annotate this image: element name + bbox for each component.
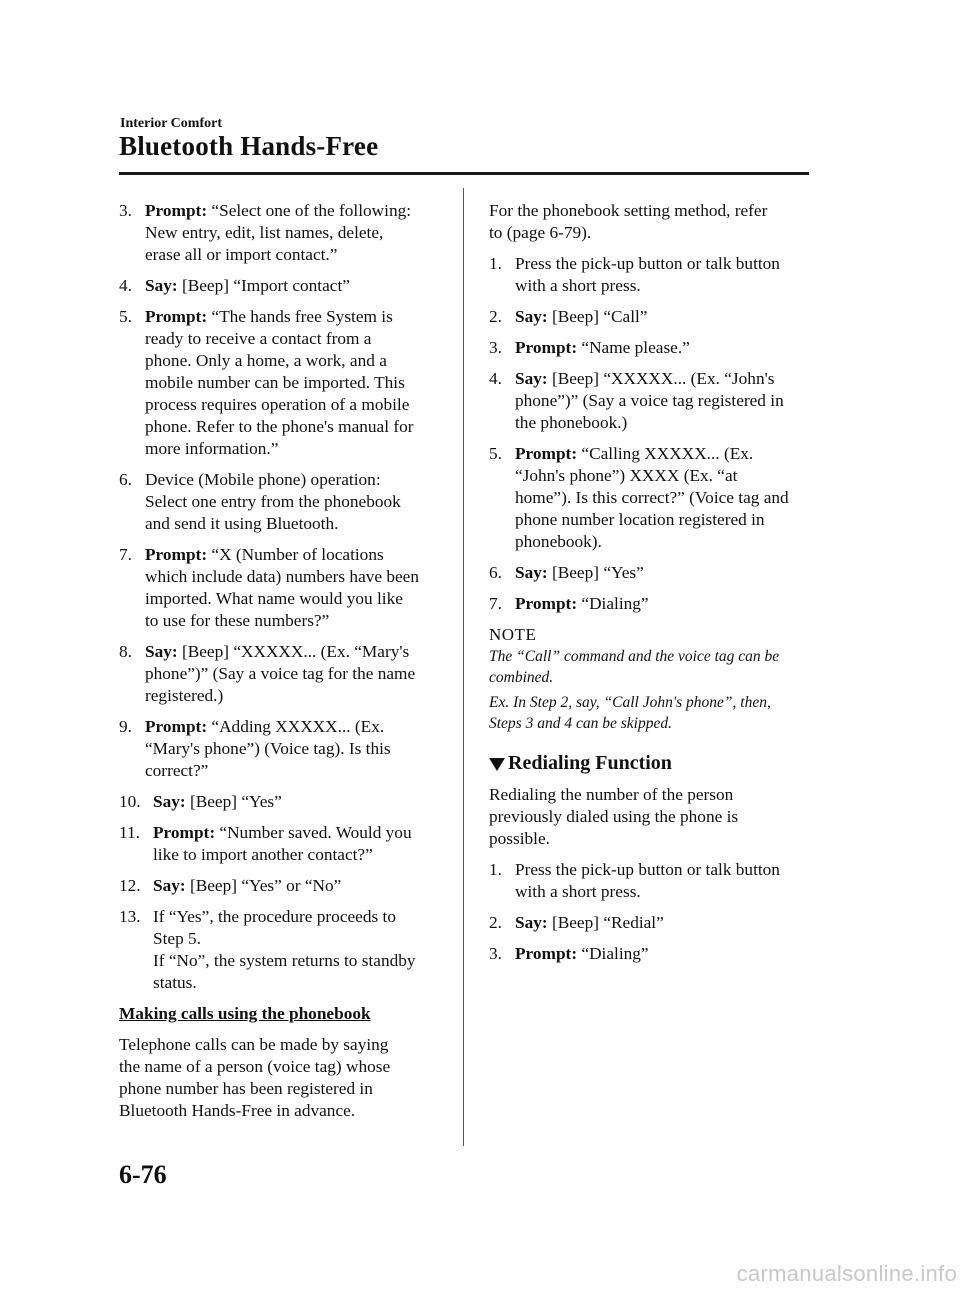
step-label: Prompt: <box>515 338 578 357</box>
step-number: 2. <box>489 307 502 326</box>
text-line: For the phonebook setting method, refer <box>489 201 768 220</box>
text-line: imported. What name would you like <box>145 589 403 608</box>
intro-paragraph <box>489 200 819 244</box>
text-line: [Beep] “XXXXX... (Ex. “Mary's <box>181 642 410 661</box>
text-line: the name of a person (voice tag) whose <box>119 1057 391 1076</box>
text-line: registered.) <box>145 686 224 705</box>
text-line: which include data) numbers have been <box>145 567 419 586</box>
step-text <box>552 563 644 582</box>
step-item <box>489 253 819 297</box>
step-item <box>489 562 819 584</box>
step-number: 5. <box>489 444 502 463</box>
step-number: 2. <box>489 913 502 932</box>
step-number: 13. <box>119 907 141 926</box>
step-item <box>119 544 449 632</box>
left-column <box>119 200 449 1131</box>
text-line: “John's phone”) XXXX (Ex. “at <box>515 466 738 485</box>
step-number: 3. <box>489 944 502 963</box>
step-text <box>581 594 648 613</box>
step-text <box>145 470 401 533</box>
step-label: Say: <box>153 792 186 811</box>
step-number: 6. <box>489 563 502 582</box>
text-line: “Dialing” <box>581 594 649 613</box>
text-line: to (page 6-79). <box>489 223 592 242</box>
text-line: [Beep] “Yes” or “No” <box>189 876 342 895</box>
text-line: phone”)” (Say a voice tag for the name <box>145 664 416 683</box>
step-number: 1. <box>489 254 502 273</box>
step-item <box>489 368 819 434</box>
left-steps <box>119 200 449 994</box>
step-text <box>515 369 784 432</box>
step-text <box>190 876 341 895</box>
redialing-heading <box>489 752 819 774</box>
step-number: 12. <box>119 876 141 895</box>
step-number: 3. <box>119 201 132 220</box>
column-divider <box>463 188 464 1146</box>
step-number: 8. <box>119 642 132 661</box>
text-line: Bluetooth Hands-Free in advance. <box>119 1101 356 1120</box>
redial-steps <box>489 859 819 965</box>
step-label: Prompt: <box>515 444 578 463</box>
step-item <box>119 306 449 460</box>
step-label: Prompt: <box>145 307 208 326</box>
subheading-making-calls: Making calls using the phonebook <box>119 1004 371 1023</box>
watermark: carmanualsonline.info <box>736 1261 957 1286</box>
step-item <box>489 593 819 615</box>
text-line: phone. Refer to the phone's manual for <box>145 417 414 436</box>
text-line: [Beep] “Yes” <box>551 563 644 582</box>
text-line: Redialing the number of the person <box>489 785 734 804</box>
step-number: 4. <box>489 369 502 388</box>
text-line: Press the pick-up button or talk button <box>515 860 780 879</box>
text-line: to use for these numbers?” <box>145 611 330 630</box>
text-line: “Select one of the following: <box>211 201 412 220</box>
step-item <box>119 200 449 266</box>
step-item <box>489 912 819 934</box>
step-number: 6. <box>119 470 132 489</box>
text-line: [Beep] “Import contact” <box>181 276 350 295</box>
step-item <box>119 275 449 297</box>
step-text <box>145 642 415 705</box>
text-line: correct?” <box>145 761 209 780</box>
note-heading: NOTE <box>489 625 537 644</box>
text-line: like to import another contact?” <box>153 845 373 864</box>
step-label: Say: <box>515 563 548 582</box>
step-label: Prompt: <box>515 594 578 613</box>
text-line: previously dialed using the phone is <box>489 807 739 826</box>
text-line: combined. <box>489 669 554 686</box>
step-number: 7. <box>119 545 132 564</box>
step-text <box>182 276 350 295</box>
text-line: Telephone calls can be made by saying <box>119 1035 389 1054</box>
step-number: 1. <box>489 860 502 879</box>
step-label: Say: <box>515 913 548 932</box>
text-line: Steps 3 and 4 can be skipped. <box>489 715 672 732</box>
text-line: “Name please.” <box>581 338 690 357</box>
redial-paragraph <box>489 784 819 850</box>
step-text <box>581 944 648 963</box>
step-item <box>489 443 819 553</box>
step-label: Say: <box>515 369 548 388</box>
step-number: 10. <box>119 792 141 811</box>
text-line: phone. Only a home, a work, and a <box>145 351 387 370</box>
text-line: “X (Number of locations <box>211 545 384 564</box>
text-line: phone number location registered in <box>515 510 765 529</box>
step-item <box>489 337 819 359</box>
text-line: phone”)” (Say a voice tag registered in <box>515 391 784 410</box>
step-text <box>515 860 780 901</box>
step-item <box>489 943 819 965</box>
right-steps <box>489 253 819 615</box>
text-line: Step 5. <box>153 929 202 948</box>
step-number: 9. <box>119 717 132 736</box>
note-text <box>489 692 819 734</box>
step-item <box>119 469 449 535</box>
step-label: Prompt: <box>145 201 208 220</box>
step-text <box>581 338 689 357</box>
step-label: Say: <box>145 276 178 295</box>
step-item <box>119 716 449 782</box>
step-label: Prompt: <box>145 717 208 736</box>
text-line: erase all or import contact.” <box>145 245 338 264</box>
step-text <box>515 254 780 295</box>
text-line: “The hands free System is <box>211 307 393 326</box>
text-line: If “No”, the system returns to standby <box>153 951 416 970</box>
step-item <box>119 791 449 813</box>
redialing-title: Redialing Function <box>508 752 672 774</box>
step-text <box>190 792 282 811</box>
step-text <box>552 913 664 932</box>
text-line: [Beep] “Redial” <box>551 913 664 932</box>
text-line: the phonebook.) <box>515 413 628 432</box>
text-line: with a short press. <box>515 276 641 295</box>
note-block <box>489 646 819 734</box>
text-line: New entry, edit, list names, delete, <box>145 223 384 242</box>
section-label: Interior Comfort <box>120 116 222 131</box>
step-label: Prompt: <box>153 823 216 842</box>
text-line: “Dialing” <box>581 944 649 963</box>
note-text <box>489 646 819 688</box>
text-line: Device (Mobile phone) operation: <box>145 470 381 489</box>
step-item <box>119 822 449 866</box>
step-item <box>489 306 819 328</box>
text-line: possible. <box>489 829 550 848</box>
text-line: [Beep] “XXXXX... (Ex. “John's <box>551 369 775 388</box>
text-line: The “Call” command and the voice tag can be <box>489 648 780 665</box>
step-number: 4. <box>119 276 132 295</box>
text-line: “Adding XXXXX... (Ex. <box>211 717 385 736</box>
step-item <box>119 875 449 897</box>
step-label: Prompt: <box>515 944 578 963</box>
step-number: 7. <box>489 594 502 613</box>
down-triangle-icon <box>489 758 505 771</box>
text-line: phone number has been registered in <box>119 1079 373 1098</box>
text-line: mobile number can be imported. This <box>145 373 405 392</box>
step-text <box>552 307 647 326</box>
text-line: home”). Is this correct?” (Voice tag and <box>515 488 789 507</box>
text-line: Press the pick-up button or talk button <box>515 254 780 273</box>
text-line: Ex. In Step 2, say, “Call John's phone”, then, <box>489 694 771 711</box>
page-number: 6-76 <box>119 1160 167 1189</box>
page-title: Bluetooth Hands-Free <box>119 131 379 161</box>
step-number: 11. <box>119 823 140 842</box>
step-label: Say: <box>515 307 548 326</box>
step-label: Prompt: <box>145 545 208 564</box>
step-number: 5. <box>119 307 132 326</box>
text-line: ready to receive a contact from a <box>145 329 372 348</box>
step-item <box>489 859 819 903</box>
text-line: and send it using Bluetooth. <box>145 514 339 533</box>
text-line: “Number saved. Would you <box>219 823 412 842</box>
text-line: process requires operation of a mobile <box>145 395 410 414</box>
text-line: “Calling XXXXX... (Ex. <box>581 444 754 463</box>
text-line: [Beep] “Call” <box>551 307 648 326</box>
phonebook-paragraph <box>119 1034 449 1122</box>
text-line: [Beep] “Yes” <box>189 792 282 811</box>
text-line: “Mary's phone”) (Voice tag). Is this <box>145 739 391 758</box>
header-rule <box>119 172 809 175</box>
text-line: phonebook). <box>515 532 602 551</box>
text-line: Select one entry from the phonebook <box>145 492 401 511</box>
step-label: Say: <box>145 642 178 661</box>
text-line: If “Yes”, the procedure proceeds to <box>153 907 396 926</box>
text-line: with a short press. <box>515 882 641 901</box>
step-text <box>153 907 416 992</box>
step-label: Say: <box>153 876 186 895</box>
text-line: more information.” <box>145 439 279 458</box>
step-item <box>119 906 449 994</box>
text-line: status. <box>153 973 197 992</box>
step-number: 3. <box>489 338 502 357</box>
step-item <box>119 641 449 707</box>
right-column <box>489 200 819 974</box>
step-text <box>145 307 414 458</box>
